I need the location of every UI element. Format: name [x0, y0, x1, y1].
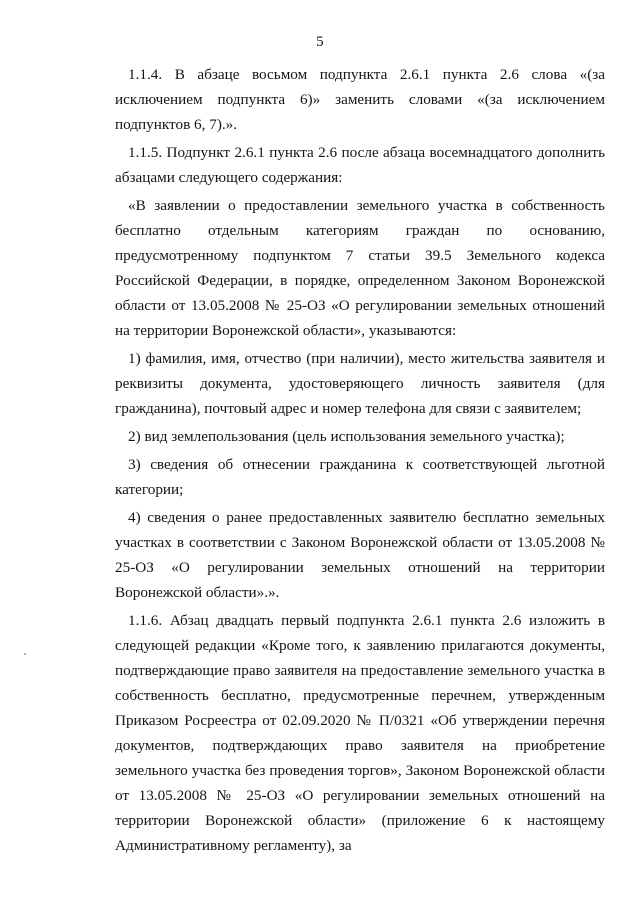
page-number: 5 — [316, 34, 324, 50]
paragraph-application-contents: «В заявлении о предоставлении земельного участка в собственность бесплатно отдельным категориям граждан по основанию, предусмотренному подпунктом 7 статьи 39.5 Земельного кодекса Российской Федерации, в порядке, определенном Законом Воронежской области от 13.05.2008 № 25-ОЗ «О регулировании земельных отношений на территории Воронежской области», указываются: — [115, 197, 605, 339]
list-item-4: 4) сведения о ранее предоставленных заявителю бесплатно земельных участках в соответствии с Законом Воронежской области от 13.05.2008 № 25-ОЗ «О регулировании земельных отношений на территории Воронежской области».». — [115, 509, 605, 601]
paragraph-1-1-6: 1.1.6. Абзац двадцать первый подпункта 2.6.1 пункта 2.6 изложить в следующей редакции «Кроме того, к заявлению прилагаются документы, подтверждающие право заявителя на предоставление земельного участка в собственность бесплатно, предусмотренные перечнем, утвержденным Приказом Росреестра от 02.09.2020 № П/0321 «Об утверждении перечня документов, подтверждающих право заявителя на приобретение земельного участка без проведения торгов», Законом Воронежской области от 13.05.2008 № 25-ОЗ «О регулировании земельных отношений на территории Воронежской области» (приложение 6 к настоящему Административному регламенту), за — [115, 612, 605, 854]
document-body — [115, 62, 605, 861]
list-item-2: 2) вид землепользования (цель использования земельного участка); — [128, 428, 565, 445]
paragraph-1-1-5: 1.1.5. Подпункт 2.6.1 пункта 2.6 после абзаца восемнадцатого дополнить абзацами следующего содержания: — [115, 144, 605, 186]
paragraph-1-1-4: 1.1.4. В абзаце восьмом подпункта 2.6.1 пункта 2.6 слова «(за исключением подпункта 6)» заменить словами «(за исключением подпунктов 6, 7).». — [115, 66, 605, 133]
scan-speck — [24, 653, 26, 655]
list-item-3: 3) сведения об отнесении гражданина к соответствующей льготной категории; — [115, 456, 605, 498]
list-item-1: 1) фамилия, имя, отчество (при наличии), место жительства заявителя и реквизиты документа, удостоверяющего личность заявителя (для гражданина), почтовый адрес и номер телефона для связи с заявителем; — [115, 350, 605, 417]
